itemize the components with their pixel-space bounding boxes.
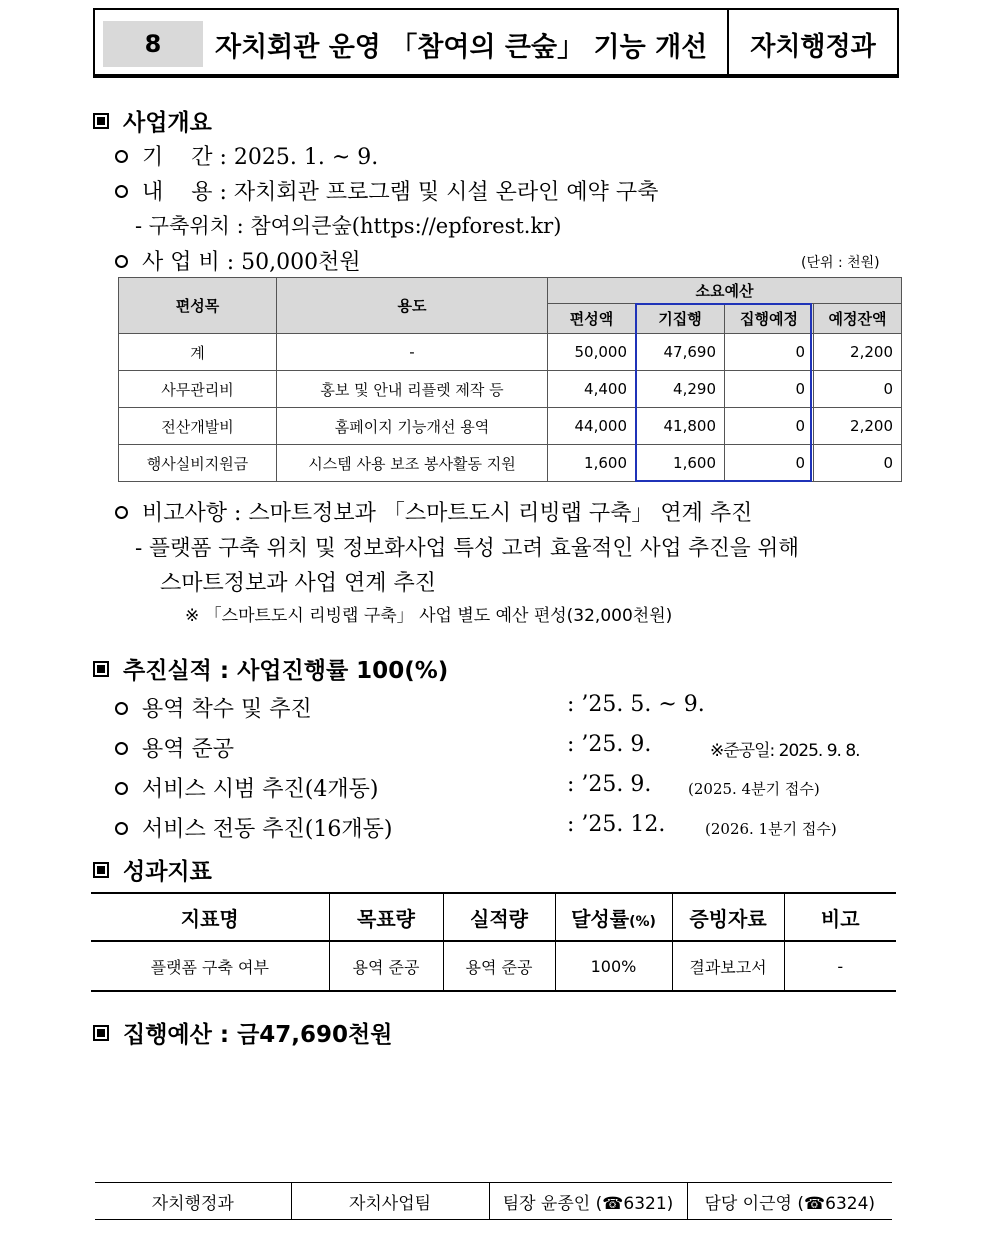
sub-header: 편성액: [548, 304, 636, 334]
kpi-header: 비고: [784, 893, 896, 941]
cell-value: 2,200: [814, 408, 902, 445]
kpi-header: 지표명: [91, 893, 329, 941]
footer-staff: 담당 이근영 (☎6324): [687, 1183, 892, 1220]
footer-contact-table: [95, 1182, 892, 1220]
remarks-sub1: - 플랫폼 구축 위치 및 정보화사업 특성 고려 효율적인 사업 추진을 위해: [135, 536, 799, 561]
square-bullet-icon: [93, 1025, 109, 1041]
kpi-header: 실적량: [443, 893, 555, 941]
kpi-cell: 용역 준공: [443, 941, 555, 991]
table-row: [119, 408, 902, 445]
section-title: 추진실적 : 사업진행률 100(%): [123, 658, 449, 684]
circle-bullet-icon: [115, 702, 128, 715]
period-text: 기 간 : 2025. 1. ~ 9.: [142, 145, 379, 170]
section-title: 사업개요: [123, 110, 212, 136]
kpi-header-text: 달성률: [571, 906, 630, 931]
kpi-cell: -: [784, 941, 896, 991]
kpi-table: [91, 892, 896, 992]
table-row: [119, 334, 902, 371]
cell-value: 1,600: [636, 445, 725, 482]
kpi-cell: 용역 준공: [329, 941, 443, 991]
kpi-cell: 결과보고서: [672, 941, 784, 991]
col-header-use: 용도: [277, 278, 548, 334]
progress-date: : ’25. 9.: [567, 732, 652, 757]
progress-label: 서비스 전동 추진(16개동): [142, 817, 393, 842]
unit-label: (단위 : 천원): [801, 255, 880, 271]
item-number: 8: [103, 21, 203, 67]
square-bullet-icon: [93, 113, 109, 129]
kpi-header: [555, 893, 672, 941]
square-bullet-icon: [93, 862, 109, 878]
circle-bullet-icon: [115, 506, 128, 519]
circle-bullet-icon: [115, 822, 128, 835]
content-text: 내 용 : 자치회관 프로그램 및 시설 온라인 예약 구축: [142, 180, 659, 205]
section-kpi-heading: [93, 853, 212, 886]
cell-use: -: [277, 334, 548, 371]
cell-value: 1,600: [548, 445, 636, 482]
header-department: 자치행정과: [750, 31, 876, 62]
cell-value: 44,000: [548, 408, 636, 445]
table-row: [119, 445, 902, 482]
progress-item: [115, 732, 234, 763]
progress-date: : ’25. 12.: [567, 812, 666, 837]
footer-team: 자치사업팀: [291, 1183, 489, 1220]
kpi-header: 증빙자료: [672, 893, 784, 941]
remarks-sub2: 스마트정보과 사업 연계 추진: [160, 571, 437, 596]
cell-value: 50,000: [548, 334, 636, 371]
remarks-text: 비고사항 : 스마트정보과 「스마트도시 리빙랩 구축」 연계 추진: [142, 501, 753, 526]
kpi-cell: 100%: [555, 941, 672, 991]
sub-header: 집행예정: [725, 304, 814, 334]
progress-note: (2025. 4분기 접수): [688, 780, 820, 798]
table-row: [119, 371, 902, 408]
table-row: [91, 941, 896, 991]
progress-date: : ’25. 9.: [567, 772, 652, 797]
cell-value: 0: [725, 371, 814, 408]
progress-label: 용역 준공: [142, 737, 235, 762]
page-title: 자치회관 운영 「참여의 큰숲」 기능 개선: [215, 31, 708, 63]
kpi-header-unit: (%): [629, 913, 656, 930]
cell-value: 47,690: [636, 334, 725, 371]
budget-table: [118, 277, 902, 482]
progress-item: [115, 812, 392, 843]
cell-item: 행사실비지원금: [119, 445, 277, 482]
cell-value: 0: [814, 371, 902, 408]
title-header-box: [93, 8, 899, 78]
overview-location: - 구축위치 : 참여의큰숲(https://epforest.kr): [135, 214, 562, 238]
overview-content: [115, 175, 658, 206]
cell-item: 사무관리비: [119, 371, 277, 408]
footer-leader: 팀장 윤종인 (☎6321): [489, 1183, 687, 1220]
progress-date: : ’25. 5. ~ 9.: [567, 692, 705, 717]
cell-value: 0: [814, 445, 902, 482]
overview-budget: [115, 245, 361, 276]
section-progress-heading: [93, 652, 448, 685]
progress-label: 서비스 시범 추진(4개동): [142, 777, 379, 802]
cell-value: 0: [725, 408, 814, 445]
cell-value: 41,800: [636, 408, 725, 445]
circle-bullet-icon: [115, 782, 128, 795]
circle-bullet-icon: [115, 255, 128, 268]
circle-bullet-icon: [115, 150, 128, 163]
cell-value: 0: [725, 445, 814, 482]
cell-use: 시스템 사용 보조 봉사활동 지원: [277, 445, 548, 482]
circle-bullet-icon: [115, 742, 128, 755]
kpi-header: 목표량: [329, 893, 443, 941]
col-header-item: 편성목: [119, 278, 277, 334]
progress-note: ※준공일: 2025. 9. 8.: [710, 741, 860, 761]
budget-text: 사 업 비 : 50,000천원: [142, 250, 361, 275]
col-header-group: 소요예산: [548, 278, 902, 304]
section-overview-heading: [93, 104, 212, 137]
progress-item: [115, 772, 378, 803]
footer-dept: 자치행정과: [95, 1183, 291, 1220]
cell-value: 4,400: [548, 371, 636, 408]
cell-use: 홍보 및 안내 리플렛 제작 등: [277, 371, 548, 408]
cell-item: 계: [119, 334, 277, 371]
progress-item: [115, 692, 312, 723]
cell-value: 2,200: [814, 334, 902, 371]
remarks-main: [115, 496, 752, 527]
circle-bullet-icon: [115, 185, 128, 198]
cell-value: 4,290: [636, 371, 725, 408]
square-bullet-icon: [93, 661, 109, 677]
progress-label: 용역 착수 및 추진: [142, 697, 312, 722]
overview-period: [115, 140, 378, 171]
progress-note: (2026. 1분기 접수): [705, 820, 837, 838]
cell-item: 전산개발비: [119, 408, 277, 445]
section-title: 집행예산 : 금47,690천원: [123, 1022, 393, 1048]
kpi-cell: 플랫폼 구축 여부: [91, 941, 329, 991]
cell-value: 0: [725, 334, 814, 371]
section-title: 성과지표: [123, 859, 212, 885]
sub-header: 기집행: [636, 304, 725, 334]
section-execution-heading: [93, 1016, 393, 1049]
sub-header: 예정잔액: [814, 304, 902, 334]
remarks-note: ※ 「스마트도시 리빙랩 구축」 사업 별도 예산 편성(32,000천원): [185, 606, 673, 626]
cell-use: 홈페이지 기능개선 용역: [277, 408, 548, 445]
